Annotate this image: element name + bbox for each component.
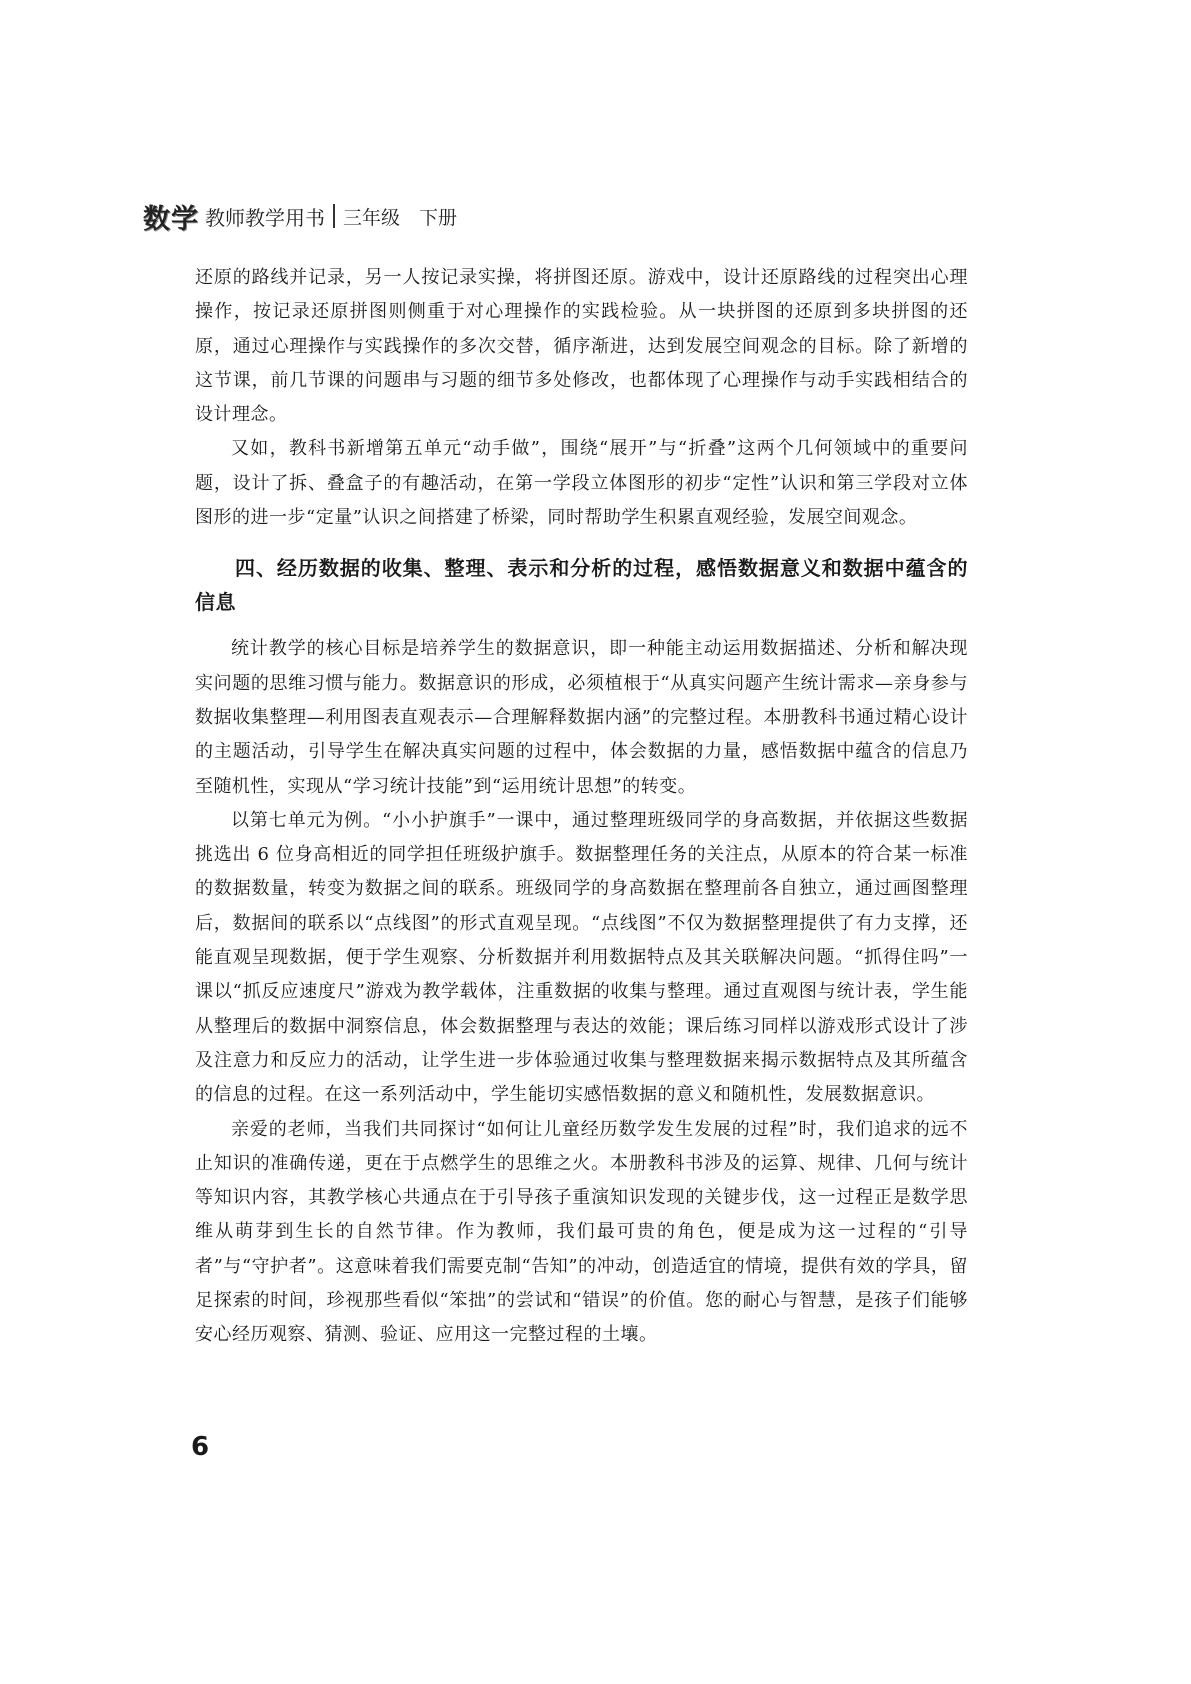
paragraph: 以第七单元为例。“小小护旗手”一课中，通过整理班级同学的身高数据，并依据这些数据挑选出 6 位身高相近的同学担任班级护旗手。数据整理任务的关注点，从原本的符合某一标准的数据数量，转变为数据之间的联系。班级同学的身高数据在整理前各自独立，通过画图整理后，数据间的联系以“点线图”的形式直观呈现。“点线图”不仅为数据整理提供了有力支撑，还能直观呈现数据，便于学生观察、分析数据并利用数据特点及其关联解决问题。“抓得住吗”一课以“抓反应速度尺”游戏为教学载体，注重数据的收集与整理。通过直观图与统计表，学生能从整理后的数据中洞察信息，体会数据整理与表达的效能；课后练习同样以游戏形式设计了涉及注意力和反应力的活动，让学生进一步体验通过收集与整理数据来揭示数据特点及其所蕴含的信息的过程。在这一系列活动中，学生能切实感悟数据的意义和随机性，发展数据意识。 [195, 809, 968, 1106]
section-heading: 四、经历数据的收集、整理、表示和分析的过程，感悟数据意义和数据中蕴含的信息 [195, 556, 968, 615]
grade-label: 三年级 下册 [343, 206, 458, 229]
page-number: 6 [191, 1432, 210, 1462]
running-header [143, 196, 457, 236]
paragraph-continued: 还原的路线并记录，另一人按记录实操，将拼图还原。游戏中，设计还原路线的过程突出心理操作，按记录还原拼图则侧重于对心理操作的实践检验。从一块拼图的还原到多块拼图的还原，通过心理操作与实践操作的多次交替，循序渐进，达到发展空间观念的目标。除了新增的这节课，前几节课的问题串与习题的细节多处修改，也都体现了心理操作与动手实践相结合的设计理念。 [195, 267, 968, 426]
header-divider [333, 204, 335, 228]
paragraph: 又如，教科书新增第五单元“动手做”，围绕“展开”与“折叠”这两个几何领域中的重要问题，设计了拆、叠盒子的有趣活动，在第一学段立体图形的初步“定性”认识和第三学段对立体图形的进一步“定量”认识之间搭建了桥梁，同时帮助学生积累直观经验，发展空间观念。 [195, 438, 968, 529]
paragraph: 亲爱的老师，当我们共同探讨“如何让儿童经历数学发生发展的过程”时，我们追求的远不止知识的准确传递，更在于点燃学生的思维之火。本册教科书涉及的运算、规律、几何与统计等知识内容，其教学核心共通点在于引导孩子重演知识发现的关键步伐，这一过程正是数学思维从萌芽到生长的自然节律。作为教师，我们最可贵的角色，便是成为这一过程的“引导者”与“守护者”。这意味着我们需要克制“告知”的冲动，创造适宜的情境，提供有效的学具，留足探索的时间，珍视那些看似“笨拙”的尝试和“错误”的价值。您的耐心与智慧，是孩子们能够安心经历观察、猜测、验证、应用这一完整过程的土壤。 [195, 1118, 968, 1346]
subject-logo: 数学 [143, 203, 199, 235]
book-title: 教师教学用书 [205, 205, 325, 230]
page-body [195, 261, 968, 1353]
paragraph: 统计教学的核心目标是培养学生的数据意识，即一种能主动运用数据描述、分析和解决现实问题的思维习惯与能力。数据意识的形成，必须植根于“从真实问题产生统计需求—亲身参与数据收集整理—利用图表直观表示—合理解释数据内涵”的完整过程。本册教科书通过精心设计的主题活动，引导学生在解决真实问题的过程中，体会数据的力量，感悟数据中蕴含的信息乃至随机性，实现从“学习统计技能”到“运用统计思想”的转变。 [195, 638, 968, 797]
